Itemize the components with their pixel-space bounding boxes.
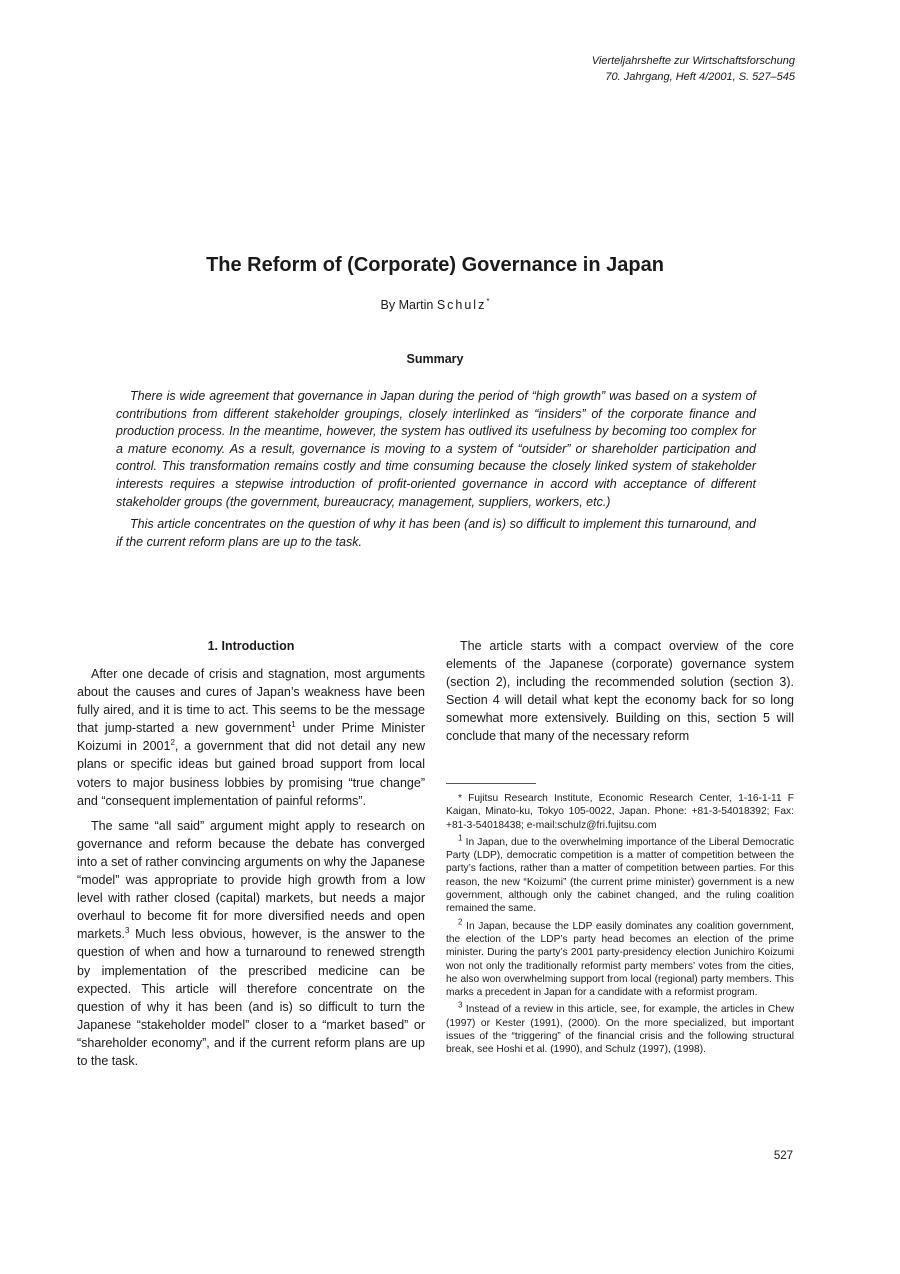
- footnote: * Fujitsu Research Institute, Economic Research Center, 1-16-1-11 F Kaigan, Minato-ku, Tokyo 105-0022, Japan. Phone: +81-3-54018392; Fax: +81-3-54018438; e-mail:schulz@fri.fujitsu.com: [446, 793, 794, 831]
- footnote-ref[interactable]: 3: [124, 926, 130, 936]
- right-column: [446, 637, 794, 753]
- summary-paragraph: There is wide agreement that governance in Japan during the period of “high growth” was based on a system of contributions from different stakeholder groupings, closely interlinked as “insiders” of the corporate finance and production process. In the meantime, however, the system has outlived its usefulness by becoming too complex for a mature economy. As a result, governance is moving to a system of “outsider” or shareholder participation and control. This transformation remains costly and time consuming because the closely linked system of stakeholder interests requires a stepwise introduction of profit-oriented governance in accord with acceptance of different stakeholder groups (the government, bureaucracy, management, suppliers, workers, etc.): [116, 389, 756, 509]
- footnote-marker: 2: [458, 917, 463, 927]
- section-heading: 1. Introduction: [207, 639, 295, 653]
- byline-prefix: By Martin: [380, 298, 434, 312]
- issue-info: 70. Jahrgang, Heft 4/2001, S. 527–545: [605, 71, 795, 83]
- body-paragraph: The article starts with a compact overview of the core elements of the Japanese (corporate) governance system (section 2), including the recommended solution (section 3). Section 4 will detail what kept the economy back for so long somewhat more extensively. Building on this, section 5 will conclude that many of the necessary reform: [446, 639, 794, 744]
- footnote-marker: 1: [458, 833, 463, 843]
- footnote: $^3$ Instead of a review in this article, see, for example, the articles in Chew (1997) or Kester (1991), (2000). On the more specialized, but important issues of the “triggering” of the financial crisis and the following structural break, see Hoshi et al. (1990), and Schulz (1997), (1998).: [446, 1001, 794, 1056]
- footnote: $^2$ In Japan, because the LDP easily dominates any coalition government, the election of the LDP’s party head becomes an election of the prime minister. During the party’s 2001 party-presidency election Junichiro Koizumi won not only the traditionally reformist party members’ votes from the cities, he also won overwhelming support from local (regional) party members. This marks a precedent in Japan for a candidate with a reformist program.: [446, 917, 794, 999]
- author-surname: Schulz: [436, 298, 487, 312]
- summary-abstract: [116, 388, 756, 556]
- body-paragraph: The same “all said” argument might apply to research on governance and reform because the debate has converged into a set of rather convincing arguments on why the Japanese “model” was appropriate to provide high growth from a low level with rather closed (capital) markets, but needs a major overhaul to become fit for more diversified needs and open markets.$^3$ Much less obvious, however, is the answer to the question of when and how a turnaround to renewed strength by implementation of the prescribed medicine can be expected. This article will therefore concentrate on the question of why it has been (and is) so difficult to turn the Japanese “stakeholder model” closer to a “market based” or “shareholder economy”, and if the current reform plans are up to the task.: [77, 818, 425, 1068]
- footnote-ref[interactable]: 2: [170, 738, 175, 748]
- footnote-marker: 3: [458, 1001, 463, 1011]
- footnote-marker: *: [458, 793, 462, 804]
- journal-name: Vierteljahrshefte zur Wirtschaftsforschung: [591, 55, 795, 67]
- footnotes: [446, 792, 794, 1061]
- summary-heading: Summary: [406, 352, 464, 366]
- page-number: 527: [773, 1150, 793, 1162]
- left-column: [77, 637, 425, 1077]
- article-title: The Reform of (Corporate) Governance in Japan: [206, 254, 664, 276]
- footnote-ref[interactable]: 1: [291, 720, 296, 730]
- author-footnote-marker: *: [486, 296, 490, 306]
- summary-paragraph: This article concentrates on the question of why it has been (and is) so difficult to implement this turnaround, and if the current reform plans are up to the task.: [116, 517, 756, 549]
- footnote-divider: [446, 783, 536, 784]
- body-paragraph: After one decade of crisis and stagnation, most arguments about the causes and cures of Japan’s weakness have been fully aired, and it is time to act. This seems to be the message that jump-started a new government$^1$ under Prime Minister Koizumi in 2001$^2$, a government that did not detail any new plans or specific ideas but gained broad support from local voters to major business lobbies by promising “true change” and “consequent implementation of painful reforms”.: [77, 667, 425, 808]
- author-byline: [0, 298, 870, 312]
- footnote: $^1$ In Japan, due to the overwhelming importance of the Liberal Democratic Party (LDP), democratic competition is a matter of competition between the party’s factions, rather than a matter of competition between parties. For this reason, the new “Koizumi” (the current prime minister) government is a new government, although only the cabinet changed, and the ruling coalition remained the same.: [446, 833, 794, 915]
- running-header: [592, 53, 795, 85]
